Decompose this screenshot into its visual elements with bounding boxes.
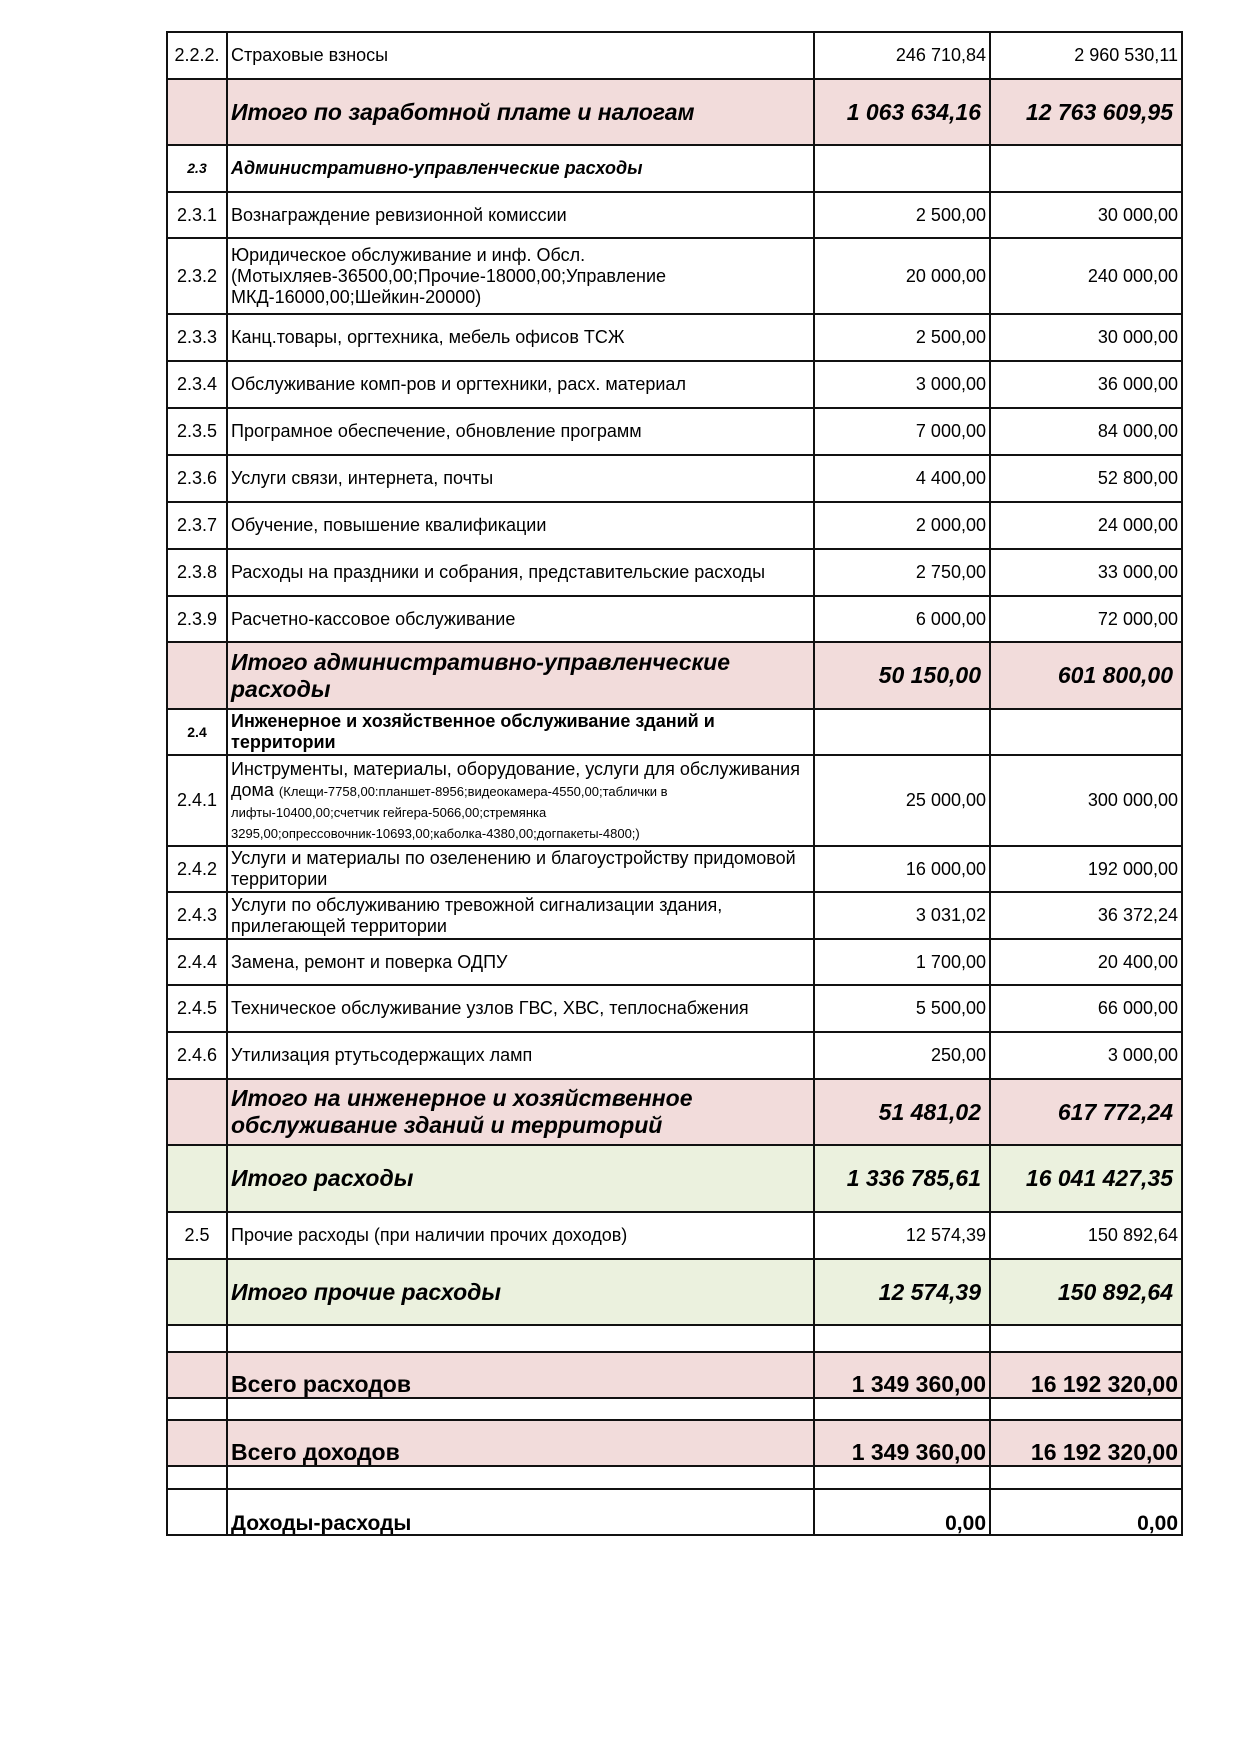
balance-row	[167, 1489, 1182, 1535]
row-number	[167, 1352, 227, 1398]
year-amount: 150 892,64	[990, 1212, 1182, 1259]
row-number: 2.3.8	[167, 549, 227, 596]
table-row	[167, 455, 1182, 502]
row-name	[227, 755, 814, 846]
table-row	[167, 314, 1182, 361]
row-number: 2.4.5	[167, 985, 227, 1032]
blank-cell	[814, 1466, 990, 1489]
row-name: Обучение, повышение квалификации	[227, 502, 814, 549]
section-title: Инженерное и хозяйственное обслуживание зданий и территории	[227, 709, 814, 755]
year-amount: 617 772,24	[990, 1079, 1182, 1145]
month-amount: 5 500,00	[814, 985, 990, 1032]
year-amount: 36 000,00	[990, 361, 1182, 408]
row-name: Услуги и материалы по озеленению и благоустройству придомовой территории	[227, 846, 814, 892]
total-row	[167, 1420, 1182, 1466]
blank-cell	[990, 1466, 1182, 1489]
row-name: Доходы-расходы	[227, 1489, 814, 1535]
year-amount: 36 372,24	[990, 892, 1182, 939]
subtotal-row	[167, 1145, 1182, 1212]
table-row	[167, 755, 1182, 846]
year-amount: 72 000,00	[990, 596, 1182, 642]
row-number: 2.3.4	[167, 361, 227, 408]
row-name: Всего расходов	[227, 1352, 814, 1398]
year-amount: 12 763 609,95	[990, 79, 1182, 145]
year-amount: 601 800,00	[990, 642, 1182, 709]
row-name: Итого по заработной плате и налогам	[227, 79, 814, 145]
month-amount: 12 574,39	[814, 1212, 990, 1259]
row-name: Прочие расходы (при наличии прочих доходов)	[227, 1212, 814, 1259]
year-amount: 300 000,00	[990, 755, 1182, 846]
year-amount: 16 192 320,00	[990, 1420, 1182, 1466]
row-number: 2.4	[167, 709, 227, 755]
row-name: Юридическое обслуживание и инф. Обсл. (Мотыхляев-36500,00;Прочие-18000,00;Управление МКД-16000,00;Шейкин-20000)	[227, 238, 814, 314]
row-name: Вознаграждение ревизионной комиссии	[227, 192, 814, 238]
table-row	[167, 238, 1182, 314]
month-amount: 1 349 360,00	[814, 1420, 990, 1466]
row-name-detail: (Клещи-7758,00:планшет-8956;видеокамера-4550,00;таблички в лифты-10400,00;счетчик гейгера-5066,00;стремянка 3295,00;опрессовочник-10693,00;каболка-4380,00;догпакеты-4800;)	[231, 783, 668, 841]
blank-cell	[990, 1325, 1182, 1352]
subtotal-row	[167, 1259, 1182, 1325]
year-amount: 16 192 320,00	[990, 1352, 1182, 1398]
month-amount: 1 349 360,00	[814, 1352, 990, 1398]
row-number: 2.2.2.	[167, 32, 227, 79]
blank-cell	[167, 1466, 227, 1489]
table-row	[167, 985, 1182, 1032]
month-amount: 2 500,00	[814, 192, 990, 238]
blank-cell	[814, 1398, 990, 1420]
year-amount: 84 000,00	[990, 408, 1182, 455]
month-amount: 3 000,00	[814, 361, 990, 408]
row-number	[167, 1145, 227, 1212]
month-amount: 6 000,00	[814, 596, 990, 642]
year-amount	[990, 709, 1182, 755]
table-row	[167, 361, 1182, 408]
row-name: Итого прочие расходы	[227, 1259, 814, 1325]
table-row	[167, 892, 1182, 939]
month-amount: 1 336 785,61	[814, 1145, 990, 1212]
month-amount: 2 750,00	[814, 549, 990, 596]
row-number: 2.3.9	[167, 596, 227, 642]
month-amount: 2 500,00	[814, 314, 990, 361]
table-row	[167, 502, 1182, 549]
month-amount: 51 481,02	[814, 1079, 990, 1145]
row-name-main: Инструменты, материалы, оборудование, услуги для обслуживания дома	[231, 758, 800, 800]
year-amount: 24 000,00	[990, 502, 1182, 549]
row-number: 2.3.5	[167, 408, 227, 455]
year-amount	[990, 145, 1182, 192]
subtotal-row	[167, 79, 1182, 145]
blank-row	[167, 1466, 1182, 1489]
table-row	[167, 1212, 1182, 1259]
table-row	[167, 1032, 1182, 1079]
year-amount: 240 000,00	[990, 238, 1182, 314]
year-amount: 30 000,00	[990, 314, 1182, 361]
row-name: Итого на инженерное и хозяйственное обслуживание зданий и территорий	[227, 1079, 814, 1145]
row-name: Програмное обеспечение, обновление программ	[227, 408, 814, 455]
row-name: Обслуживание комп-ров и оргтехники, расх. материал	[227, 361, 814, 408]
table-row	[167, 408, 1182, 455]
year-amount: 0,00	[990, 1489, 1182, 1535]
row-number: 2.3.2	[167, 238, 227, 314]
row-name: Страховые взносы	[227, 32, 814, 79]
section-title: Административно-управленческие расходы	[227, 145, 814, 192]
blank-cell	[990, 1398, 1182, 1420]
table-row	[167, 939, 1182, 985]
year-amount: 3 000,00	[990, 1032, 1182, 1079]
total-row	[167, 1352, 1182, 1398]
month-amount	[814, 709, 990, 755]
row-name: Техническое обслуживание узлов ГВС, ХВС, теплоснабжения	[227, 985, 814, 1032]
month-amount: 246 710,84	[814, 32, 990, 79]
month-amount: 1 063 634,16	[814, 79, 990, 145]
row-name: Итого административно-управленческие расходы	[227, 642, 814, 709]
budget-table	[166, 31, 1183, 1536]
section-header-row	[167, 709, 1182, 755]
table-row	[167, 549, 1182, 596]
row-number: 2.3.6	[167, 455, 227, 502]
section-header-row	[167, 145, 1182, 192]
table-row	[167, 846, 1182, 892]
row-number: 2.4.2	[167, 846, 227, 892]
row-name: Итого расходы	[227, 1145, 814, 1212]
row-number: 2.3.7	[167, 502, 227, 549]
row-name: Всего доходов	[227, 1420, 814, 1466]
month-amount: 25 000,00	[814, 755, 990, 846]
month-amount: 7 000,00	[814, 408, 990, 455]
year-amount: 66 000,00	[990, 985, 1182, 1032]
year-amount: 192 000,00	[990, 846, 1182, 892]
month-amount: 4 400,00	[814, 455, 990, 502]
table-row	[167, 192, 1182, 238]
row-number	[167, 642, 227, 709]
row-number	[167, 1420, 227, 1466]
row-number	[167, 79, 227, 145]
row-name: Канц.товары, оргтехника, мебель офисов ТСЖ	[227, 314, 814, 361]
month-amount	[814, 145, 990, 192]
month-amount: 3 031,02	[814, 892, 990, 939]
blank-cell	[167, 1398, 227, 1420]
row-number	[167, 1079, 227, 1145]
row-number	[167, 1489, 227, 1535]
row-name: Услуги связи, интернета, почты	[227, 455, 814, 502]
row-name: Услуги по обслуживанию тревожной сигнализации здания, прилегающей территории	[227, 892, 814, 939]
year-amount: 20 400,00	[990, 939, 1182, 985]
year-amount: 52 800,00	[990, 455, 1182, 502]
row-number: 2.5	[167, 1212, 227, 1259]
row-number: 2.4.1	[167, 755, 227, 846]
month-amount: 12 574,39	[814, 1259, 990, 1325]
year-amount: 33 000,00	[990, 549, 1182, 596]
year-amount: 150 892,64	[990, 1259, 1182, 1325]
row-number	[167, 1259, 227, 1325]
blank-row	[167, 1325, 1182, 1352]
subtotal-row	[167, 1079, 1182, 1145]
month-amount: 50 150,00	[814, 642, 990, 709]
blank-cell	[814, 1325, 990, 1352]
month-amount: 2 000,00	[814, 502, 990, 549]
month-amount: 250,00	[814, 1032, 990, 1079]
blank-cell	[167, 1325, 227, 1352]
row-name: Утилизация ртутьсодержащих ламп	[227, 1032, 814, 1079]
blank-cell	[227, 1398, 814, 1420]
row-number: 2.3.3	[167, 314, 227, 361]
subtotal-row	[167, 642, 1182, 709]
blank-cell	[227, 1325, 814, 1352]
row-number: 2.3	[167, 145, 227, 192]
month-amount: 20 000,00	[814, 238, 990, 314]
year-amount: 16 041 427,35	[990, 1145, 1182, 1212]
month-amount: 0,00	[814, 1489, 990, 1535]
row-number: 2.4.4	[167, 939, 227, 985]
row-number: 2.4.3	[167, 892, 227, 939]
blank-cell	[227, 1466, 814, 1489]
blank-row	[167, 1398, 1182, 1420]
year-amount: 30 000,00	[990, 192, 1182, 238]
month-amount: 1 700,00	[814, 939, 990, 985]
row-number: 2.3.1	[167, 192, 227, 238]
table-row	[167, 596, 1182, 642]
row-name: Расчетно-кассовое обслуживание	[227, 596, 814, 642]
month-amount: 16 000,00	[814, 846, 990, 892]
table-row	[167, 32, 1182, 79]
row-name: Замена, ремонт и поверка ОДПУ	[227, 939, 814, 985]
row-name: Расходы на праздники и собрания, представительские расходы	[227, 549, 814, 596]
row-number: 2.4.6	[167, 1032, 227, 1079]
year-amount: 2 960 530,11	[990, 32, 1182, 79]
